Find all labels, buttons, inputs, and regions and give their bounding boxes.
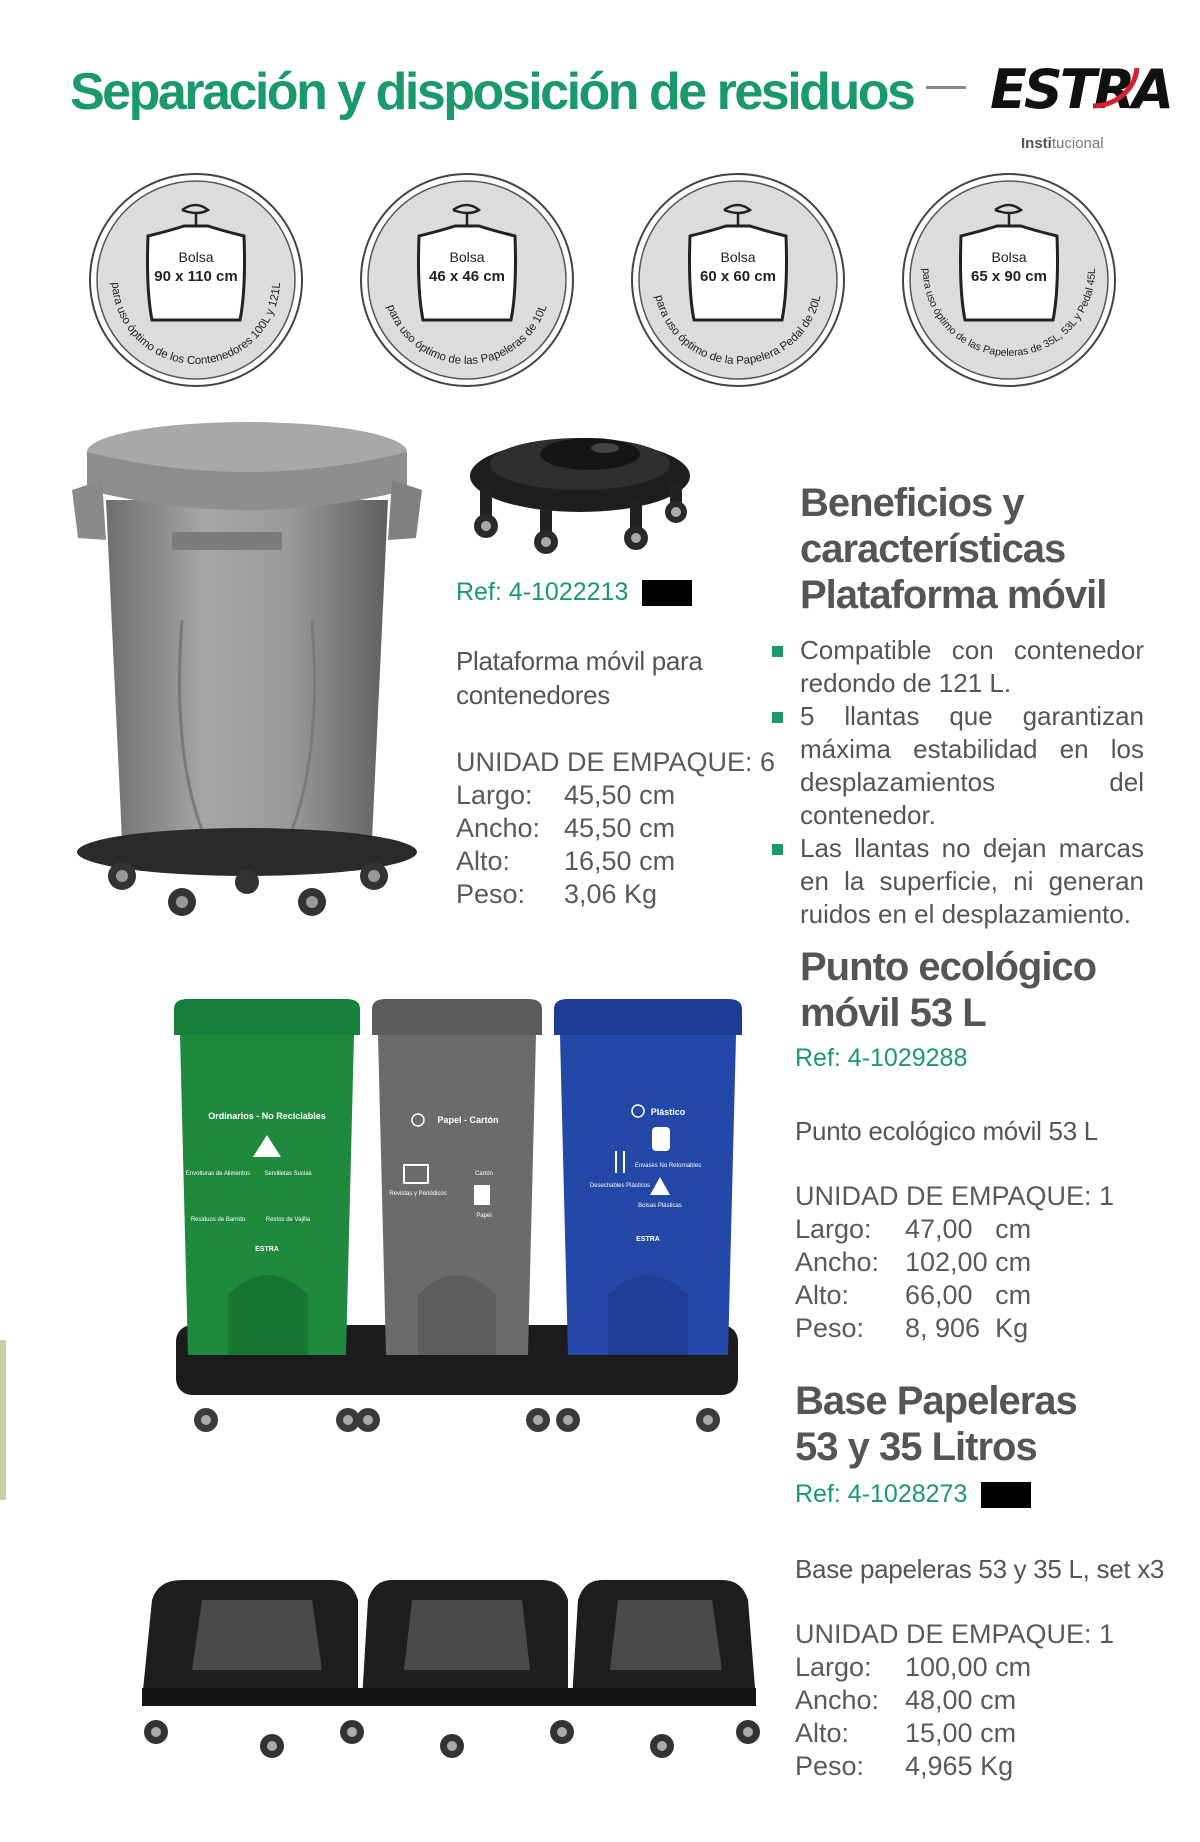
- eco-point-heading: Punto ecológico móvil 53 L: [800, 945, 1097, 1035]
- round-container-image: [62, 420, 432, 940]
- svg-text:Bolsa: Bolsa: [178, 249, 214, 265]
- svg-text:Bolsas Plásticas: Bolsas Plásticas: [638, 1203, 682, 1209]
- bag-badge: [899, 170, 1119, 390]
- platform-description: Plataforma móvil para contenedores: [456, 646, 703, 710]
- svg-text:Envases No Retornables: Envases No Retornables: [634, 1163, 702, 1169]
- svg-text:Revistas y Periódicos: Revistas y Periódicos: [389, 1191, 447, 1197]
- svg-text:para uso óptimo de la Papelera: para uso óptimo de la Papelera Pedal de 20L: [652, 293, 824, 368]
- base-heading: Base Papeleras 53 y 35 Litros: [795, 1379, 1077, 1469]
- redacted-box: [981, 1482, 1031, 1508]
- benefits-heading: Beneficios y características Plataforma móvil: [800, 481, 1107, 617]
- base-description: Base papeleras 53 y 35 L, set x3: [795, 1554, 1165, 1584]
- svg-text:Bolsa: Bolsa: [991, 249, 1027, 265]
- eco-point-description: Punto ecológico móvil 53 L: [795, 1116, 1098, 1146]
- svg-text:Papel - Cartón: Papel - Cartón: [437, 1115, 499, 1125]
- svg-text:Envolturas de Alimentos: Envolturas de Alimentos: [185, 1171, 251, 1177]
- svg-text:Papel: Papel: [476, 1213, 492, 1219]
- logo-swoosh-icon: [1085, 60, 1145, 120]
- brand-logo: ESTRA: [990, 58, 1171, 121]
- svg-text:90 x 110 cm: 90 x 110 cm: [154, 268, 238, 285]
- svg-text:Residuos de Barrido: Residuos de Barrido: [190, 1217, 246, 1223]
- svg-text:65 x 90 cm: 65 x 90 cm: [971, 268, 1047, 285]
- bag-badge: [628, 170, 848, 390]
- svg-text:Servilletas Sucias: Servilletas Sucias: [264, 1171, 312, 1177]
- redacted-box: [642, 580, 692, 606]
- list-item: 5 llantas que garantizan máxima estabilidad en los desplazamientos del contenedor.: [768, 700, 1144, 832]
- bottle-icon: [652, 1127, 670, 1151]
- page-edge-strip: [0, 1340, 6, 1500]
- platform-specs: UNIDAD DE EMPAQUE: 6 Largo: 45,50 cm Ancho: 45,50 cm Alto: 16,50 cm Peso: 3,06 Kg: [456, 747, 776, 909]
- svg-text:para uso óptimo de los Contene: para uso óptimo de los Contenedores 100L y 121L: [108, 281, 284, 368]
- svg-text:Bolsa: Bolsa: [449, 249, 485, 265]
- base-specs: UNIDAD DE EMPAQUE: 1 Largo: 100,00 cm Ancho: 48,00 cm Alto: 15,00 cm Peso: 4,965 Kg: [795, 1619, 1115, 1781]
- svg-text:para uso óptimo de las Papeler: para uso óptimo de las Papeleras de 10L: [384, 303, 550, 368]
- base-image: [122, 1560, 772, 1760]
- eco-point-ref: Ref: 4-1029288: [795, 1044, 968, 1072]
- platform-ref: Ref: 4-1022213: [456, 578, 692, 607]
- eco-point-specs: UNIDAD DE EMPAQUE: 1 Largo: 47,00 cm Ancho: 102,00 cm Alto: 66,00 cm Peso: 8, 906 Kg: [795, 1181, 1115, 1343]
- brand-tagline: Institucional: [1021, 135, 1104, 152]
- eco-point-image: [168, 995, 748, 1445]
- svg-text:para uso óptimo de las Papeler: para uso óptimo de las Papeleras de 35L, 53L y Pedal 45L: [919, 268, 1099, 360]
- svg-text:ESTRA: ESTRA: [255, 1246, 279, 1253]
- svg-text:60 x 60 cm: 60 x 60 cm: [700, 268, 776, 285]
- svg-text:Cartón: Cartón: [474, 1171, 494, 1177]
- svg-text:Restos de Vajilla: Restos de Vajilla: [265, 1217, 311, 1223]
- list-item: Compatible con contenedor redondo de 121 L.: [768, 634, 1144, 700]
- paper-icon: [474, 1185, 490, 1205]
- base-ref: Ref: 4-1028273: [795, 1480, 1031, 1509]
- bag-badge: [357, 170, 577, 390]
- svg-text:Desechables Plásticos: Desechables Plásticos: [589, 1183, 651, 1189]
- svg-text:Ordinarios - No Reciclables: Ordinarios - No Reciclables: [208, 1111, 326, 1121]
- svg-text:ESTRA: ESTRA: [636, 1236, 660, 1243]
- dolly-image: [460, 418, 700, 558]
- list-item: Las llantas no dejan marcas en la superficie, ni generan ruidos en el desplazamiento.: [768, 832, 1144, 931]
- svg-text:Bolsa: Bolsa: [720, 249, 756, 265]
- page-title: Separación y disposición de residuos: [70, 63, 914, 121]
- title-dash: [926, 86, 966, 89]
- svg-text:46 x 46 cm: 46 x 46 cm: [429, 268, 505, 285]
- bag-badge: [86, 170, 306, 390]
- benefits-list: [768, 634, 1144, 931]
- svg-text:Plástico: Plástico: [650, 1107, 686, 1117]
